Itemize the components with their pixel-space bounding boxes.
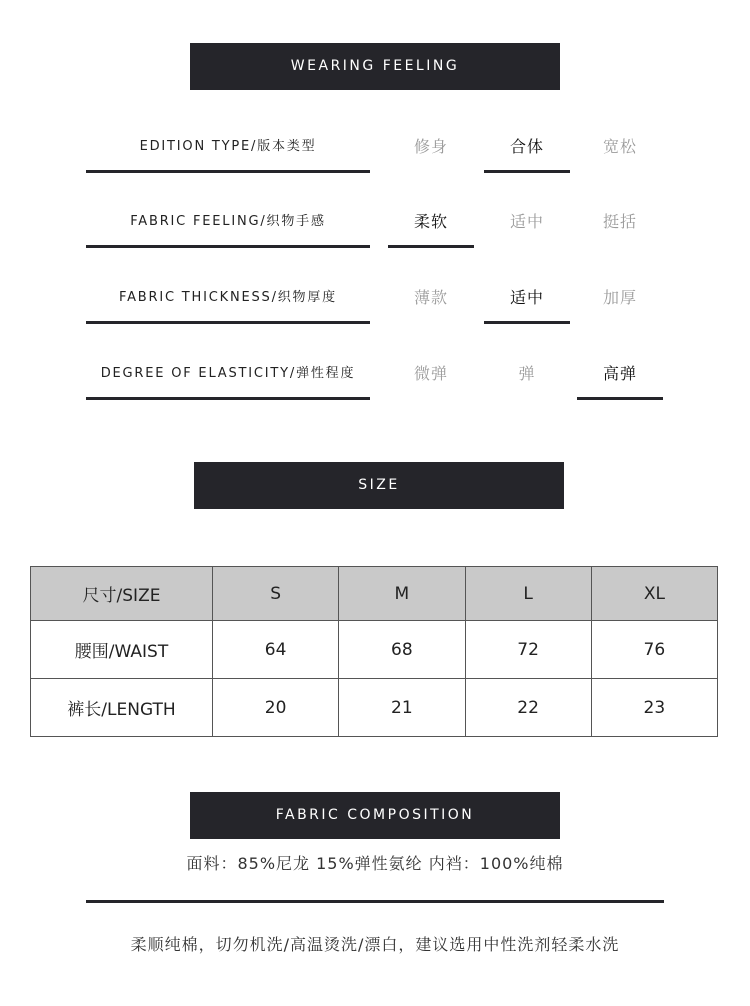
feel-option-selected: 柔软 [388,199,474,248]
table-cell: 21 [339,679,465,737]
feel-option: 薄款 [413,288,448,307]
feel-option: 弹 [518,364,536,383]
feel-option-selected: 适中 [484,275,570,324]
table-cell: 20 [213,679,339,737]
feel-row-fabric-thickness [0,275,750,335]
care-instructions: 柔顺纯棉，切勿机洗/高温烫洗/漂白，建议选用中性洗剂轻柔水洗 [130,935,620,954]
size-table-header-row [31,567,718,621]
feel-option: 修身 [413,137,448,156]
fabric-composition-banner [190,792,560,839]
feel-option: 加厚 [602,288,637,307]
table-cell: 68 [339,621,465,679]
size-banner [194,462,564,509]
table-cell: 64 [213,621,339,679]
wearing-feeling-banner [190,43,560,90]
wearing-feeling-title: WEARING FEELING [290,58,460,74]
feel-row-elasticity [0,351,750,411]
table-cell: 23 [591,679,717,737]
table-cell: 腰围/WAIST [31,621,213,679]
table-row [31,679,718,737]
feel-option: 宽松 [602,137,637,156]
feel-option: 挺括 [602,212,637,231]
feel-option: 适中 [509,212,544,231]
table-cell: 22 [465,679,591,737]
table-cell: 72 [465,621,591,679]
feel-option-selected: 合体 [484,124,570,173]
feel-row-edition-type [0,124,750,184]
table-cell: 裤长/LENGTH [31,679,213,737]
size-header-cell: M [339,567,465,621]
feel-label: DEGREE OF ELASTICITY/弹性程度 [86,351,370,400]
feel-option: 微弹 [413,364,448,383]
feel-row-fabric-feeling [0,199,750,259]
size-title: SIZE [358,477,400,493]
feel-label: EDITION TYPE/版本类型 [86,124,370,173]
divider [86,900,664,903]
feel-label: FABRIC FEELING/织物手感 [86,199,370,248]
table-row [31,621,718,679]
table-cell: 76 [591,621,717,679]
fabric-composition-title: FABRIC COMPOSITION [275,807,475,823]
size-table [30,566,718,737]
feel-label: FABRIC THICKNESS/织物厚度 [86,275,370,324]
size-header-cell: XL [591,567,717,621]
fabric-composition-text: 面料：85%尼龙 15%弹性氨纶 内裆：100%纯棉 [186,854,564,873]
size-header-cell: S [213,567,339,621]
feel-option-selected: 高弹 [577,351,663,400]
size-header-cell: 尺寸/SIZE [31,567,213,621]
size-header-cell: L [465,567,591,621]
